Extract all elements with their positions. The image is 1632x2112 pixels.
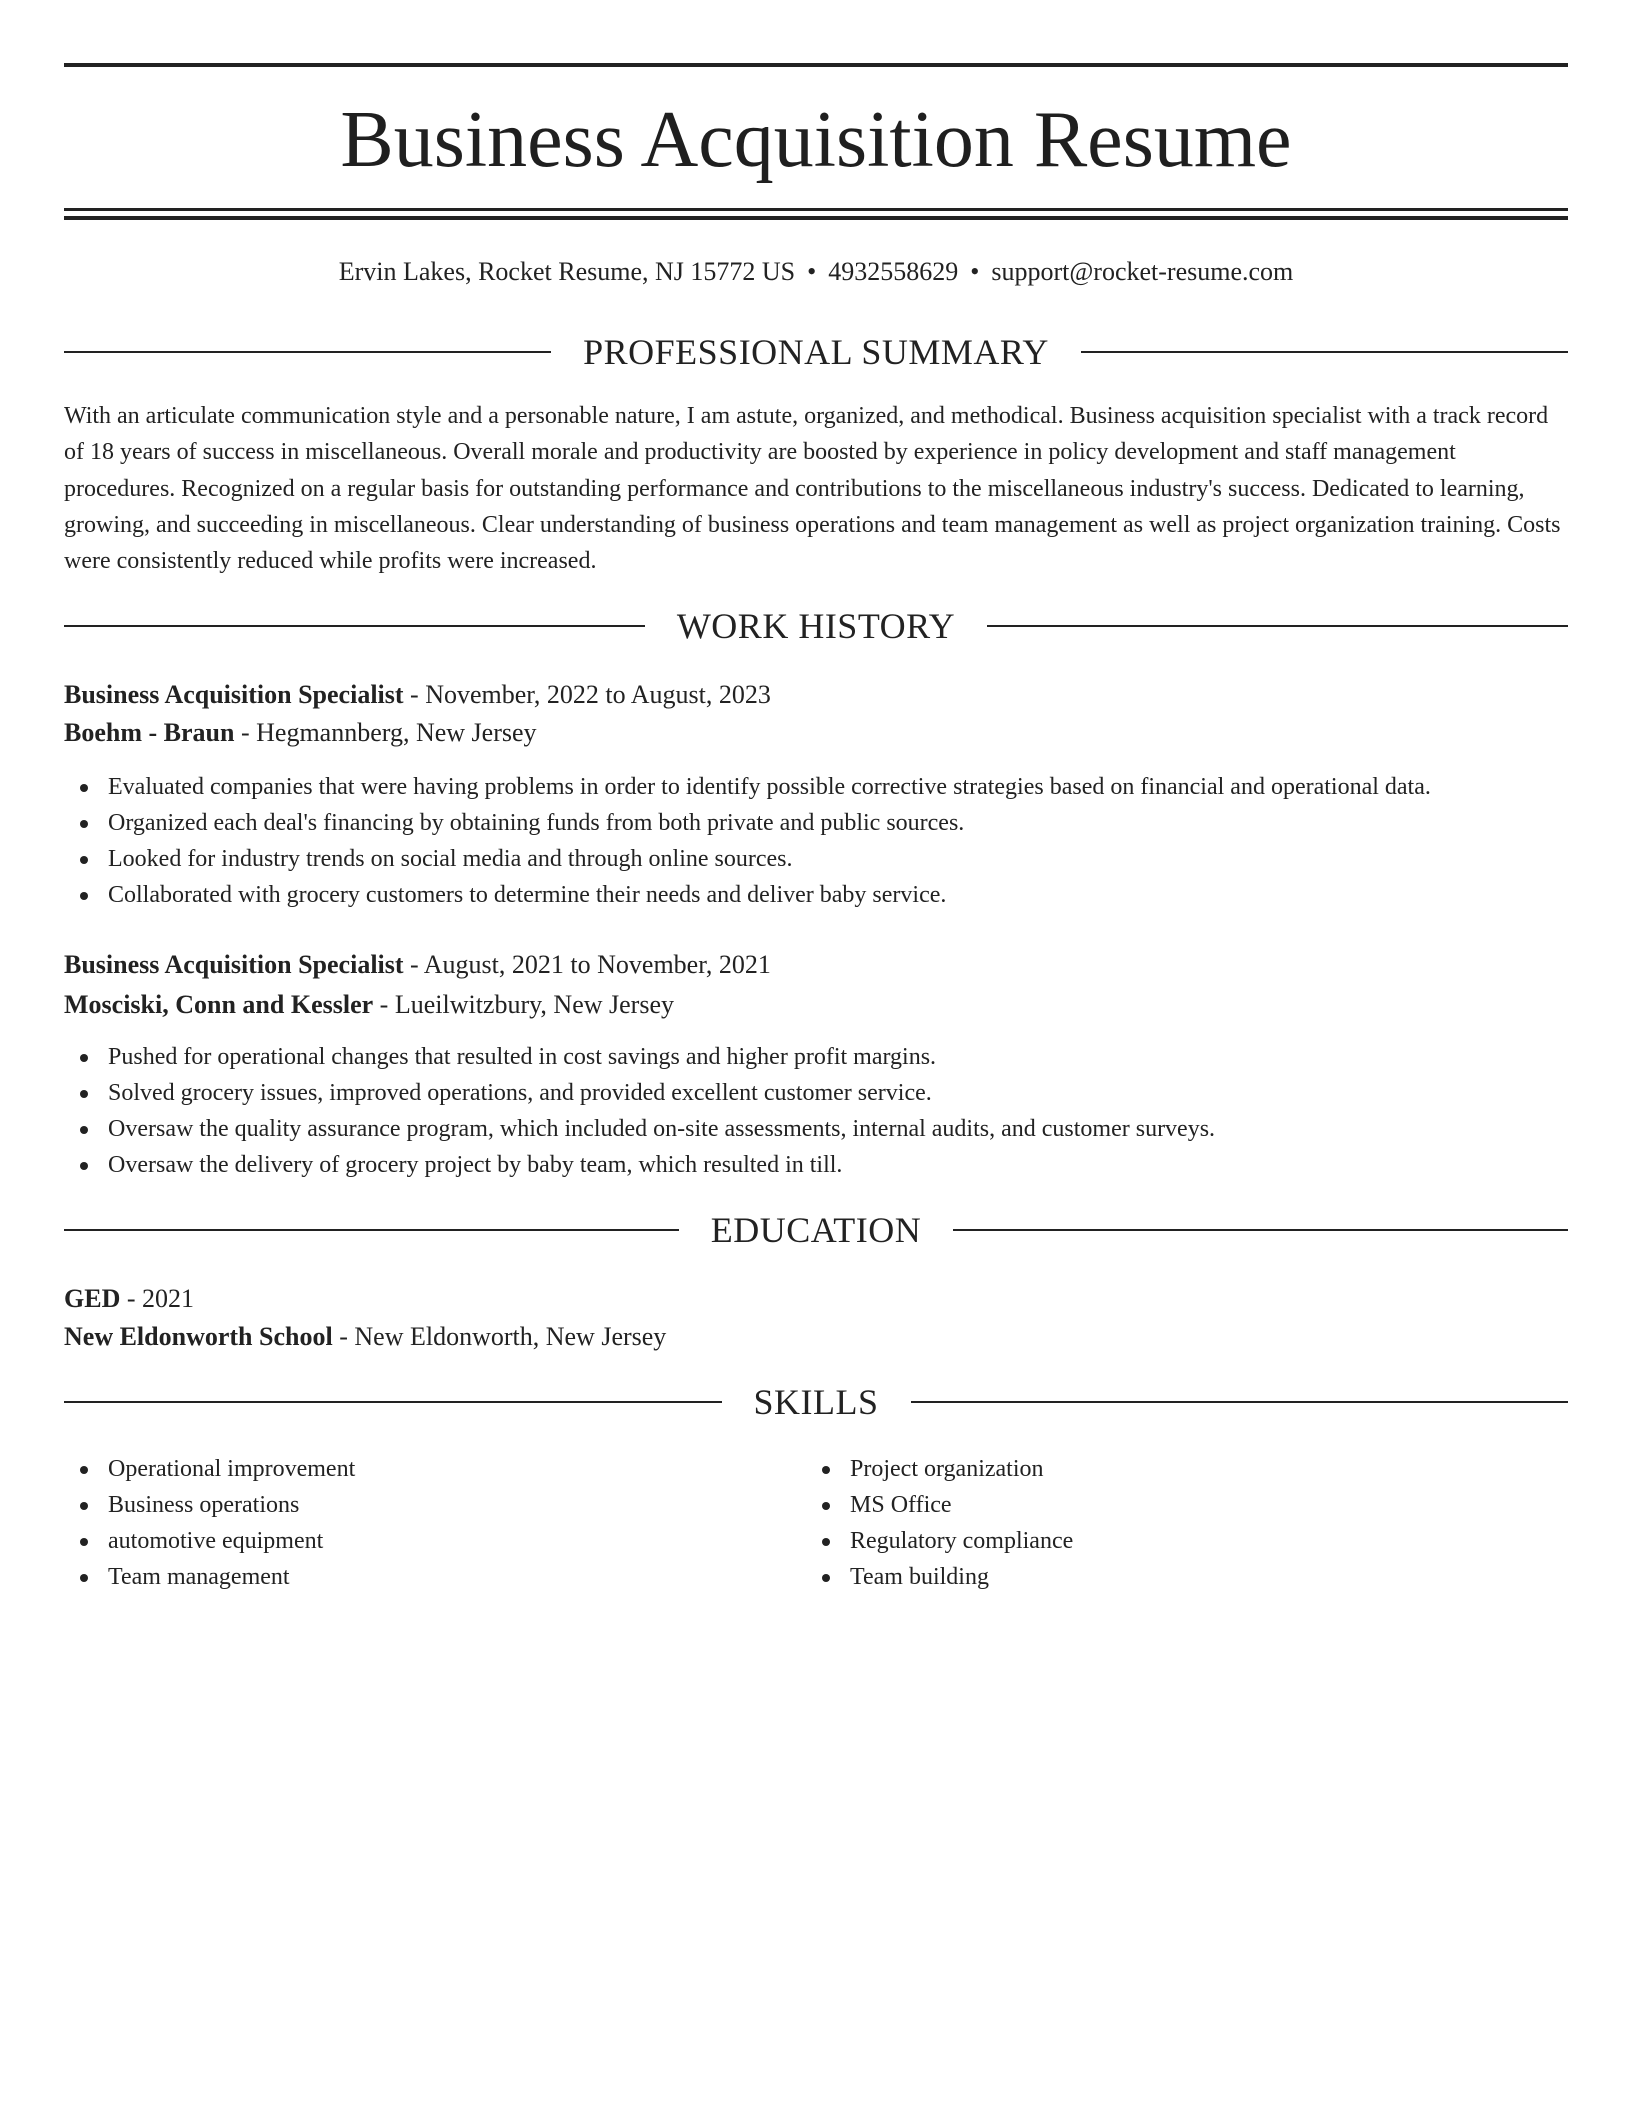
dash: - <box>373 990 395 1019</box>
list-item: Evaluated companies that were having problems in order to identify possible corrective strategies based on financial and operational data. <box>64 769 1568 805</box>
list-item: Solved grocery issues, improved operations, and provided excellent customer service. <box>64 1075 1568 1111</box>
heading-rule-left <box>64 1229 679 1231</box>
list-item: Team management <box>64 1559 764 1595</box>
list-item: automotive equipment <box>64 1523 764 1559</box>
contact-separator: • <box>807 257 817 286</box>
skills-list-left <box>64 1451 764 1595</box>
job-2-company-line <box>64 986 1568 1024</box>
job-1-dates: November, 2022 to August, 2023 <box>425 680 771 709</box>
job-1-bullets <box>64 769 1568 913</box>
heading-rule-right <box>911 1401 1569 1403</box>
job-1-company-line <box>64 714 1568 752</box>
title-rule-upper <box>64 208 1568 211</box>
list-item: Team building <box>806 1559 1506 1595</box>
contact-email: support@rocket-resume.com <box>991 257 1294 286</box>
job-2-location: Lueilwitzbury, New Jersey <box>394 990 674 1019</box>
work-history-heading-label: WORK HISTORY <box>676 606 956 646</box>
list-item: Organized each deal's financing by obtaining funds from both private and public sources. <box>64 805 1568 841</box>
contact-line <box>64 254 1568 290</box>
summary-heading <box>64 330 1568 374</box>
list-item: Oversaw the delivery of grocery project by baby team, which resulted in till. <box>64 1147 1568 1183</box>
list-item: Looked for industry trends on social media and through online sources. <box>64 841 1568 877</box>
list-item: Oversaw the quality assurance program, which included on-site assessments, internal audits, and customer surveys. <box>64 1111 1568 1147</box>
job-2-company: Mosciski, Conn and Kessler <box>64 990 374 1019</box>
title-rule-lower <box>64 216 1568 220</box>
dash: - <box>332 1322 355 1351</box>
education-heading-label: EDUCATION <box>710 1210 922 1250</box>
skills-heading-label: SKILLS <box>753 1382 879 1422</box>
heading-rule-left <box>64 1401 722 1403</box>
job-2-title: Business Acquisition Specialist <box>64 950 404 979</box>
list-item: Pushed for operational changes that resulted in cost savings and higher profit margins. <box>64 1039 1568 1075</box>
dash: - <box>234 718 257 747</box>
top-rule <box>64 63 1568 67</box>
job-1-title: Business Acquisition Specialist <box>64 680 404 709</box>
contact-address: Ervin Lakes, Rocket Resume, NJ 15772 US <box>338 257 796 286</box>
education-degree-line <box>64 1280 1568 1318</box>
work-history-heading <box>64 604 1568 648</box>
skills-list-right <box>806 1451 1506 1595</box>
contact-phone: 4932558629 <box>828 257 959 286</box>
job-1-company: Boehm - Braun <box>64 718 235 747</box>
dash: - <box>120 1284 143 1313</box>
job-1-title-line <box>64 676 1568 714</box>
list-item: Business operations <box>64 1487 764 1523</box>
dash: - <box>403 680 426 709</box>
list-item: Operational improvement <box>64 1451 764 1487</box>
heading-rule-left <box>64 351 551 353</box>
list-item: Regulatory compliance <box>806 1523 1506 1559</box>
education-school-line <box>64 1318 1568 1356</box>
job-2-dates: August, 2021 to November, 2021 <box>423 950 771 979</box>
job-1-location: Hegmannberg, New Jersey <box>256 718 537 747</box>
summary-heading-label: PROFESSIONAL SUMMARY <box>583 332 1049 372</box>
job-2-title-line <box>64 946 1568 984</box>
skills-heading <box>64 1380 1568 1424</box>
list-item: Collaborated with grocery customers to determine their needs and deliver baby service. <box>64 877 1568 913</box>
heading-rule-left <box>64 625 645 627</box>
education-year: 2021 <box>142 1284 195 1313</box>
heading-rule-right <box>987 625 1568 627</box>
education-location: New Eldonworth, New Jersey <box>354 1322 667 1351</box>
dash: - <box>403 950 424 979</box>
resume-title: Business Acquisition Resume <box>340 96 1292 184</box>
list-item: Project organization <box>806 1451 1506 1487</box>
education-school: New Eldonworth School <box>64 1322 333 1351</box>
job-2-bullets <box>64 1039 1568 1183</box>
summary-text: With an articulate communication style and a personable nature, I am astute, organized, and methodical. Business acquisition specialist with a track record of 18 years of success in miscellaneous. Overall morale and productivity are boosted by experience in policy development and staff management procedures. Recognized on a regular basis for outstanding performance and contributions to the miscellaneous industry's success. Dedicated to learning, growing, and succeeding in miscellaneous. Clear understanding of business operations and team management as well as project organization training. Costs were consistently reduced while profits were increased. <box>64 403 1561 575</box>
education-degree: GED <box>64 1284 121 1313</box>
list-item: MS Office <box>806 1487 1506 1523</box>
heading-rule-right <box>953 1229 1568 1231</box>
heading-rule-right <box>1081 351 1568 353</box>
contact-separator: • <box>970 257 980 286</box>
education-heading <box>64 1208 1568 1252</box>
